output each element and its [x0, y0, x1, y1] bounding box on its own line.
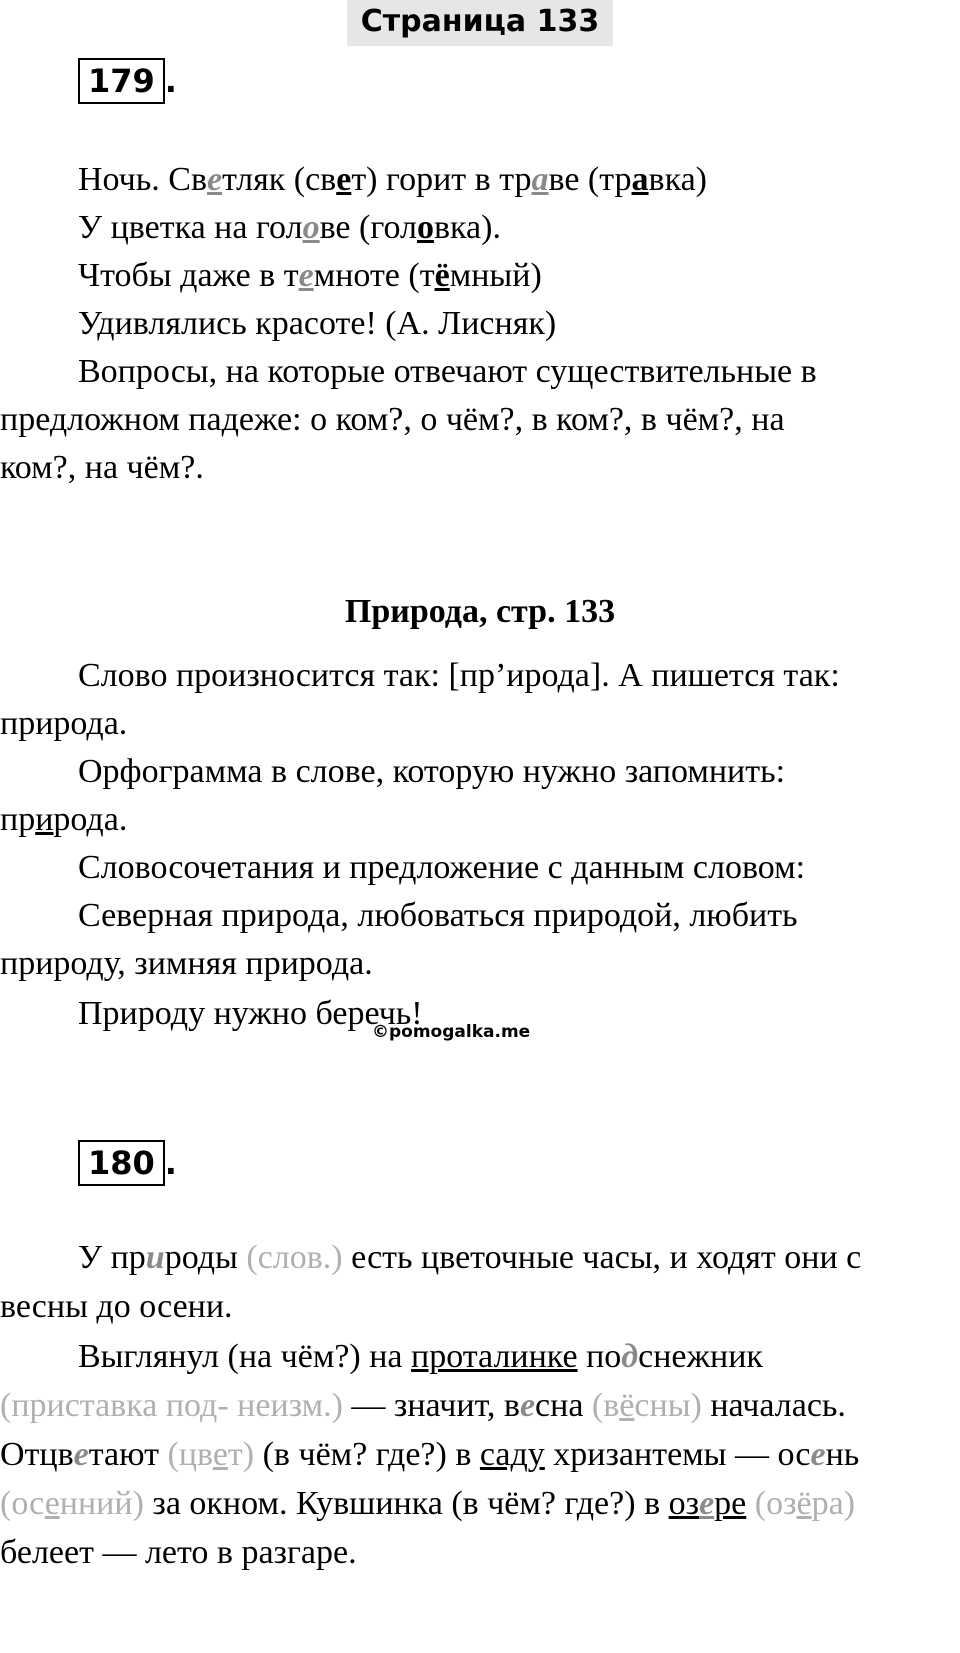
- ex180-line-6: (осенний) за окном. Кувшинка (в чём? где?) в озере (озёра): [0, 1485, 856, 1522]
- nature-line-3: Орфограмма в слове, которую нужно запомнить:: [78, 753, 786, 790]
- page-title: Страница 133: [347, 0, 613, 46]
- exercise-number-179: 179 .: [78, 58, 177, 104]
- nature-line-7: природу, зимняя природа.: [0, 945, 373, 982]
- questions-line-1: Вопросы, на которые отвечают существительные в: [78, 353, 817, 390]
- ex180-line-4: (приставка под- неизм.) — значит, весна (вёсны) началась.: [0, 1387, 846, 1424]
- questions-line-2: предложном падеже: о ком?, о чём?, в ком?, в чём?, на: [0, 401, 785, 438]
- poem-line-3: Чтобы даже в темноте (тёмный): [78, 257, 542, 294]
- exercise-number-180: 180 .: [78, 1140, 177, 1186]
- nature-line-4: природа.: [0, 801, 128, 838]
- nature-line-1: Слово произносится так: [пр’ирода]. А пишется так:: [78, 657, 840, 694]
- questions-line-3: ком?, на чём?.: [0, 449, 204, 486]
- ex180-line-3: Выглянул (на чём?) на проталинке подснежник: [78, 1338, 763, 1375]
- nature-line-2: природа.: [0, 705, 128, 742]
- ex180-line-1: У природы (слов.) есть цветочные часы, и ходят они с: [78, 1239, 862, 1276]
- section-heading: Природа, стр. 133: [344, 593, 616, 630]
- watermark: ©pomogalka.me: [372, 1022, 531, 1042]
- page-header: [0, 0, 960, 46]
- nature-line-5: Словосочетания и предложение с данным словом:: [78, 849, 806, 886]
- ex180-line-2: весны до осени.: [0, 1288, 233, 1325]
- poem-line-2: У цветка на голове (головка).: [78, 209, 501, 246]
- ex180-line-7: белеет — лето в разгаре.: [0, 1534, 357, 1571]
- poem-line-4: Удивлялись красоте! (А. Лисняк): [78, 305, 557, 342]
- ex180-line-5: Отцветают (цвет) (в чём? где?) в саду хризантемы — осень: [0, 1436, 860, 1473]
- poem-line-1: Ночь. Светляк (свет) горит в траве (травка): [78, 161, 708, 198]
- nature-line-8: Природу нужно беречь!: [78, 995, 423, 1032]
- nature-line-6: Северная природа, любоваться природой, любить: [78, 897, 798, 934]
